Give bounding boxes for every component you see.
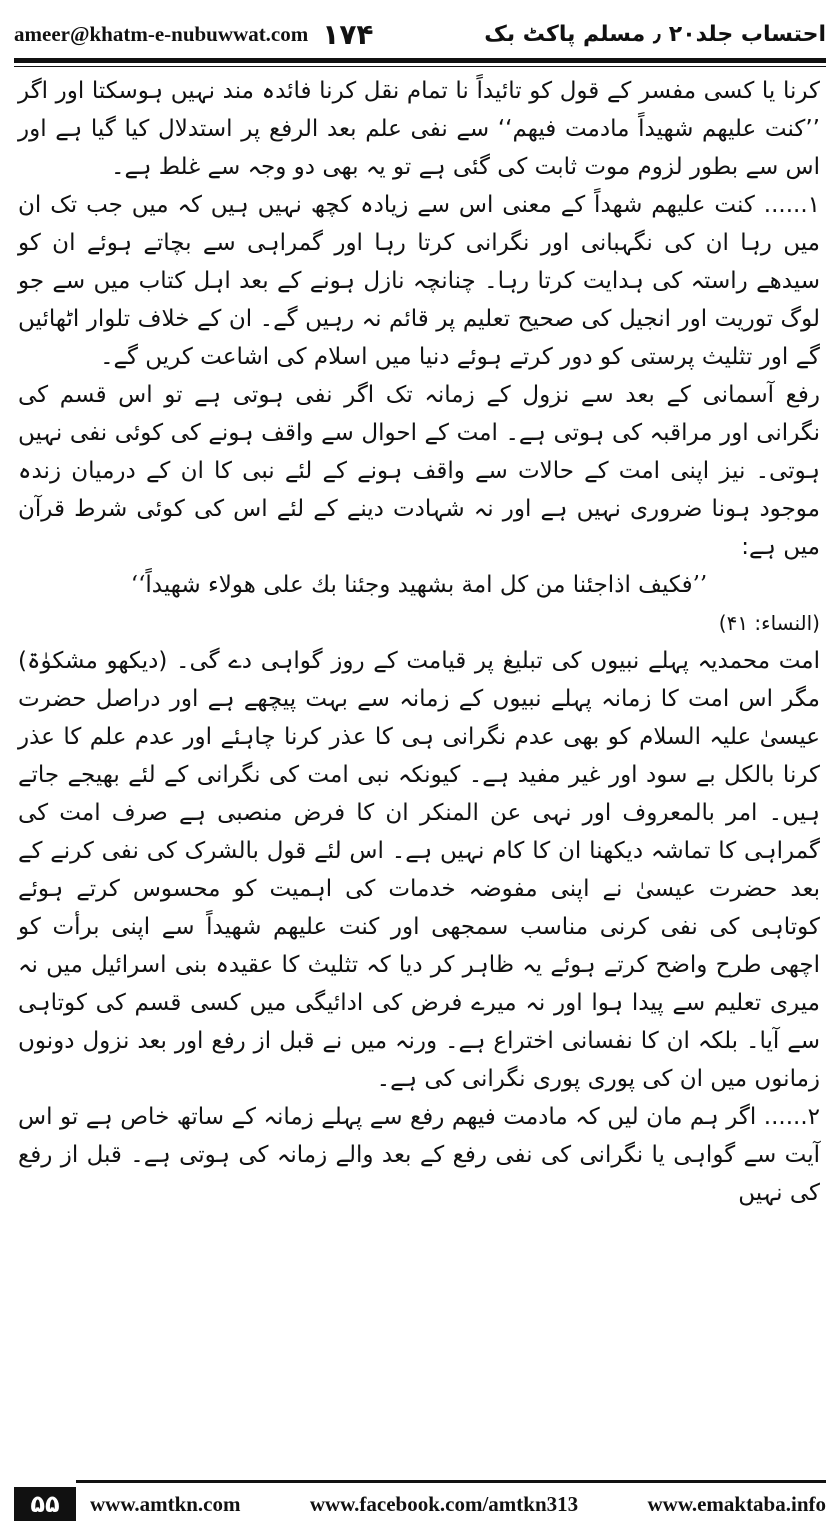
header-left-group — [14, 18, 374, 51]
footer-rule — [76, 1480, 826, 1483]
paragraph-2: ۱...... کنت علیهم شهداً کے معنی اس سے زیادہ کچھ نہیں ہیں کہ میں جب تک ان میں رہا ان کی نگہبانی اور نگرانی کرتا رہا اور گمراہی سے بچاتے ہوئے ان کو سیدھے راستہ کی ہدایت کرتا رہا۔ چنانچہ نازل ہونے کے بعد اہل کتاب میں سے جو لوگ توریت اور انجیل کی صحیح تعلیم پر قائم نہ رہیں گے۔ ان کے خلاف تلوار اٹھائیں گے اور تثلیث پرستی کو دور کرتے ہوئے دنیا میں اسلام کی اشاعت کریں گے۔ — [18, 192, 820, 370]
paragraph-1: کرنا یا کسی مفسر کے قول کو تائیداً نا تمام نقل کرنا فائدہ مند نہیں ہوسکتا اور اگر ’’کنت علیهم شهیداً مادمت فیهم‘‘ سے نفی علم بعد الرفع پر استدلال کیا گیا ہے اور اس سے بطور لزوم موت ثابت کی گئی ہے تو یہ بھی دو وجہ سے غلط ہے۔ — [18, 78, 820, 180]
paragraph-5: ۲...... اگر ہم مان لیں کہ مادمت فیهم رفع سے پہلے زمانہ کے ساتھ خاص ہے تو اس آیت سے گواہی یا نگرانی کی نفی رفع کے بعد والے زمانہ کی ہوتی ہے۔ قبل از رفع کی نہیں — [18, 1104, 820, 1206]
header-book-title: احتساب جلد۲۰ ٫ مسلم پاکٹ بک — [484, 21, 826, 47]
quran-quote: ’’فکیف اذاجئنا من کل امة بشهید وجئنا بك علی هولاء شهیداً‘‘ — [130, 572, 708, 598]
header-page-number: ۱۷۴ — [322, 17, 374, 51]
quote-reference: (النساء: ۴۱) — [718, 611, 820, 635]
header-rule-thin — [14, 66, 826, 67]
page-footer — [14, 1486, 826, 1522]
footer-link-emaktaba[interactable]: www.emaktaba.info — [647, 1491, 826, 1516]
page-body — [18, 72, 820, 1212]
footer-link-amtkn[interactable]: www.amtkn.com — [90, 1491, 241, 1516]
footer-page-badge: ۵۵ — [14, 1487, 76, 1521]
paragraph-4: امت محمدیہ پہلے نبیوں کی تبلیغ پر قیامت کے روز گواہی دے گی۔ (دیکھو مشکوٰۃ) مگر اس امت کا زمانہ پہلے نبیوں کے زمانہ سے بہت پیچھے ہے اور دراصل حضرت عیسیٰ علیہ السلام کو بھی عدم نگرانی ہی کا عذر کرنا چاہئے اور عدم علم کا عذر کرنا بالکل بے سود اور غیر مفید ہے۔ کیونکہ نبی امت کی نگرانی کے لئے بھیجے جاتے ہیں۔ امر بالمعروف اور نہی عن المنکر ان کا فرض منصبی ہے صرف امت کی گمراہی کا تماشہ دیکھنا ان کا کام نہیں ہے۔ اس لئے قول بالشرک کی نفی کرنے کے بعد حضرت عیسیٰ نے اپنی مفوضہ خدمات کی اہمیت کو محسوس کرتے ہوئے کوتاہی کی نفی کرنی مناسب سمجھی اور کنت علیهم شهیداً سے اپنی برأت کو اچھی طرح واضح کرتے ہوئے یہ ظاہر کر دیا کہ تثلیث کا عقیدہ بنی اسرائیل میں نہ میری تعلیم سے پیدا ہوا اور نہ میرے فرض کی ادائیگی میں کسی قسم کی کوتاہی سے آیا۔ بلکہ ان کا نفسانی اختراع ہے۔ ورنہ میں نے قبل از رفع اور بعد نزول دونوں زمانوں میں ان کی پوری پوری نگرانی کی ہے۔ — [18, 648, 820, 1092]
page-header — [14, 14, 826, 54]
paragraph-3: رفع آسمانی کے بعد سے نزول کے زمانہ تک اگر نفی ہوتی ہے تو اس قسم کی نگرانی اور مراقبہ کی ہوتی ہے۔ امت کے احوال سے واقف ہونے کی کوئی نفی نہیں ہوتی۔ نیز اپنی امت کے حالات سے واقف ہونے کے لئے نبی کا ان کے درمیان زندہ موجود ہونا ضروری نہیں ہے اور نہ شہادت دینے کے لئے اس کی کوئی شرط قرآن میں ہے: — [18, 382, 820, 560]
footer-links — [76, 1492, 826, 1517]
footer-link-facebook[interactable]: www.facebook.com/amtkn313 — [309, 1491, 579, 1516]
header-email[interactable]: ameer@khatm-e-nubuwwat.com — [14, 21, 309, 46]
header-rule-thick — [14, 58, 826, 63]
